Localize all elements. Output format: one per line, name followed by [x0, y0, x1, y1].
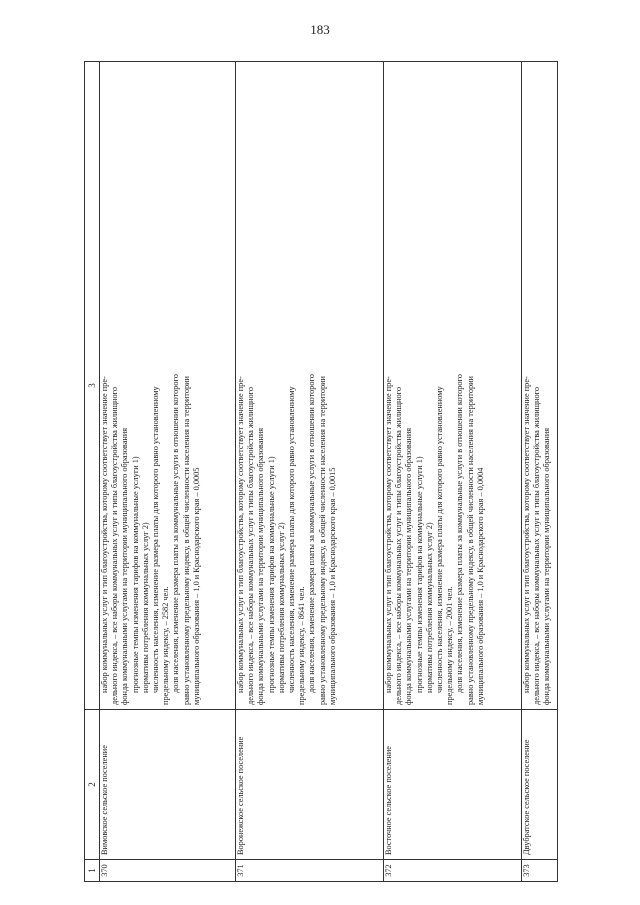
page-number: 183 — [310, 22, 330, 37]
text-line: набор коммунальных услуг и тип благоустройства, которому соответствует значение пре- — [384, 376, 393, 693]
rotated-table-wrapper — [84, 62, 558, 882]
text-line: муниципального образования – 1,0 и Краснодарского края – 0,0005 — [191, 467, 201, 705]
text-line: численность населения, изменение размера платы для которого равно установленному — [287, 386, 297, 693]
text-line: прогнозные темпы изменения тарифов на коммунальные услуги 1) — [414, 456, 424, 693]
text-line: набор коммунальных услуг и тип благоустройства, которому соответствует значение пре- — [100, 376, 109, 693]
text-line: фонда коммунальными услугами на территории муниципального образования — [542, 427, 552, 705]
row-description — [100, 62, 236, 710]
text-line: доля населения, изменение размера платы за коммунальные услуги в отношении которого — [171, 374, 181, 693]
text-line: предельному индексу, – 2582 чел. — [161, 586, 171, 705]
text-line: предельному индексу, – 8641 чел. — [297, 586, 307, 705]
text-line: муниципального образования – 1,0 и Краснодарского края – 0,0004 — [475, 467, 485, 705]
text-line: равно установленному предельному индексу, в общей численности населения на территории — [317, 376, 327, 705]
text-line: доля населения, изменение размера платы за коммунальные услуги в отношении которого — [307, 374, 317, 693]
text-line: равно установленному предельному индексу, в общей численности населения на территории — [181, 376, 191, 705]
text-line: набор коммунальных услуг и тип благоустройства, которому соответствует значение пре- — [236, 376, 245, 693]
header-col-1: 1 — [85, 860, 100, 882]
table-header-row — [85, 62, 100, 882]
row-description — [384, 62, 522, 710]
text-line: дельного индекса, – все наборы коммунальных услуг и типы благоустройства жилищного — [246, 387, 256, 705]
indices-table — [84, 61, 558, 882]
row-number: 372 — [384, 860, 522, 882]
row-number: 373 — [522, 860, 558, 882]
text-line: численность населения, изменение размера платы для которого равно установленному — [435, 386, 445, 693]
text-line: прогнозные темпы изменения тарифов на коммунальные услуги 1) — [266, 456, 276, 693]
row-number: 370 — [100, 860, 236, 882]
text-line: фонда коммунальными услугами на территории муниципального образования — [120, 427, 130, 705]
text-line: численность населения, изменение размера платы для которого равно установленному — [151, 386, 161, 693]
text-line: нормативы потребления коммунальных услуг 2) — [276, 522, 286, 693]
text-line: доля населения, изменение размера платы за коммунальные услуги в отношении которого — [455, 374, 465, 693]
text-line: муниципального образования – 1,0 и Краснодарского края – 0,0015 — [327, 467, 337, 705]
text-line: прогнозные темпы изменения тарифов на коммунальные услуги 1) — [130, 456, 140, 693]
row-description — [236, 62, 384, 710]
table-row — [236, 62, 384, 882]
text-line: равно установленному предельному индексу, в общей численности населения на территории — [465, 376, 475, 705]
text-line: дельного индекса, – все наборы коммунальных услуг и типы благоустройства жилищного — [532, 387, 542, 705]
header-col-3: 3 — [85, 62, 100, 710]
text-line: нормативы потребления коммунальных услуг 2) — [424, 522, 434, 693]
text-line: дельного индекса, – все наборы коммунальных услуг и типы благоустройства жилищного — [394, 387, 404, 705]
text-line: дельного индекса, – все наборы коммунальных услуг и типы благоустройства жилищного — [110, 387, 120, 705]
text-line: нормативы потребления коммунальных услуг 2) — [140, 522, 150, 693]
row-number: 371 — [236, 860, 384, 882]
text-line: фонда коммунальными услугами на территории муниципального образования — [404, 427, 414, 705]
table-row — [384, 62, 522, 882]
header-col-2: 2 — [85, 710, 100, 860]
settlement-name: Вимовское сельское поселение — [100, 710, 236, 860]
settlement-name: Воронежское сельское поселение — [236, 710, 384, 860]
text-line: предельному индексу, – 2001 чел. — [445, 586, 455, 705]
settlement-name: Восточное сельское поселение — [384, 710, 522, 860]
table-row — [100, 62, 236, 882]
text-line: фонда коммунальными услугами на территории муниципального образования — [256, 427, 266, 705]
settlement-name: Двубратское сельское поселение — [522, 710, 558, 860]
table-row — [522, 62, 558, 882]
text-line: набор коммунальных услуг и тип благоустройства, которому соответствует значение пре- — [522, 376, 531, 693]
row-description — [522, 62, 558, 710]
